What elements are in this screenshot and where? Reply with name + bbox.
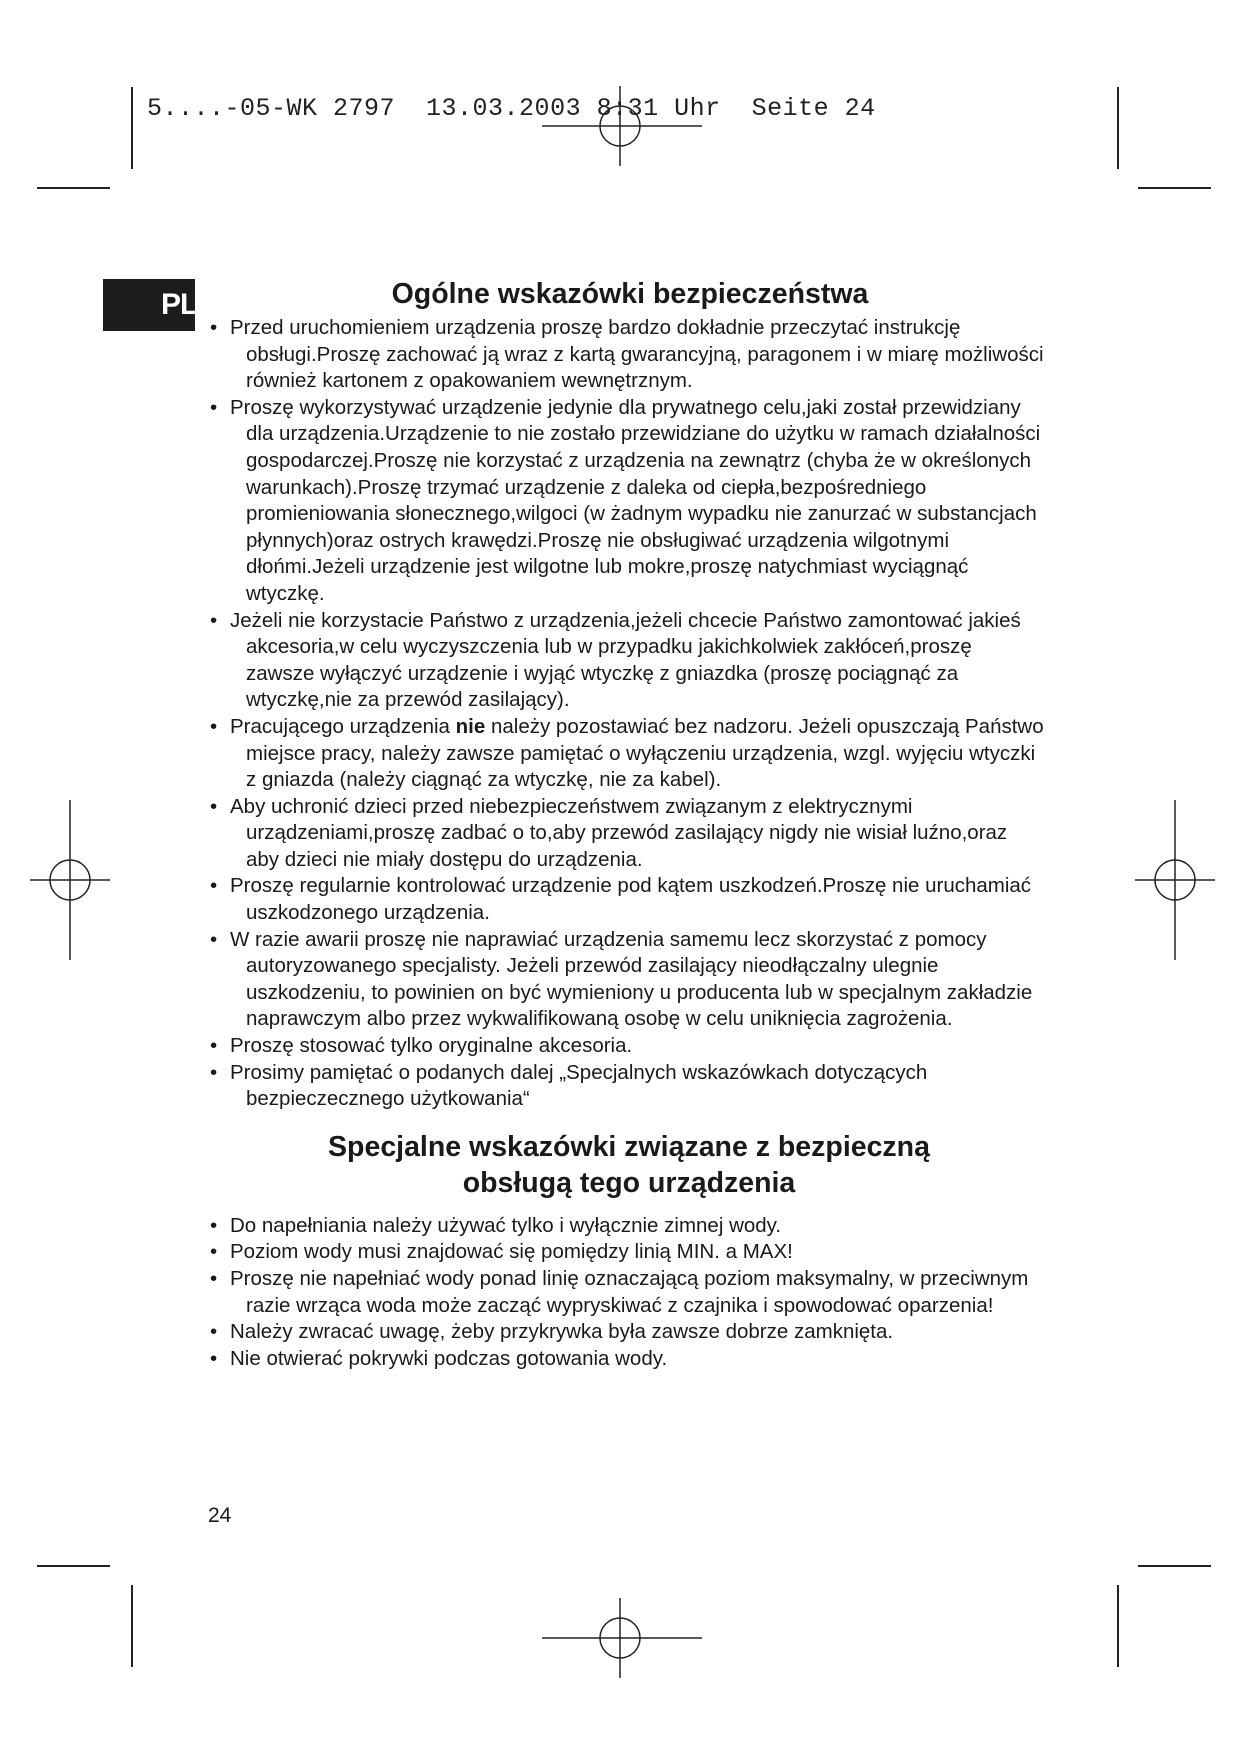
crop-mark-top-left-vertical [131,87,133,169]
language-tab: PL [103,279,195,331]
list-item: • Przed uruchomieniem urządzenia proszę bardzo dokładnie przeczytać instrukcję obsługi.Proszę zachować ją wraz z kartą gwarancyjną, paragonem i w miarę możliwości również kartonem z opakowaniem wewnętrznym. [210,316,1044,393]
bullet-icon: • [210,316,218,339]
main-content [205,276,1045,1372]
bullet-icon: • [210,1320,218,1344]
list-item: • Jeżeli nie korzystacie Państwo z urządzenia,jeżeli chcecie Państwo zamontować jakieś akcesoria,w celu wyczyszczenia lub w przypadku jakichkolwiek zakłóceń,proszę zawsze wyłączyć urządzenie i wyjąć wtyczkę z gniazdka (proszę pociągnąć za wtyczkę,nie za przewód zasilający). [210,608,1021,712]
list-item: • Nie otwierać pokrywki podczas gotowania wody. [205,1346,1045,1373]
emphasis-nie: nie [455,714,486,738]
crop-mark-top-right-horizontal [1138,187,1211,189]
crop-mark-bottom-right-horizontal [1138,1565,1211,1567]
print-slug-header: 5....-05-WK 2797 13.03.2003 8:31 Uhr Seite 24 [147,94,876,123]
bullet-icon: • [210,1346,218,1370]
bullet-icon: • [210,1060,218,1084]
bullet-icon: • [210,1213,218,1237]
list-item: • Do napełniania należy używać tylko i wyłącznie zimnej wody. [205,1213,1045,1240]
list-item: • W razie awarii proszę nie naprawiać urządzenia samemu lecz skorzystać z pomocy autoryzowanego specjalisty. Jeżeli przewód zasilający nieodłączalny ulegnie uszkodzeniu, to powinien on być wymieniony u producenta lub w specjalnym zakładzie naprawczym albo przez wykwalifikowaną osobę w celu uniknięcia zagrożenia. [210,927,1033,1031]
list-item: • Prosimy pamiętać o podanych dalej „Specjalnych wskazówkach dotyczących bezpieczecznego użytkowania“ [210,1060,928,1111]
bullet-icon: • [210,608,218,632]
list-item: • Należy zwracać uwagę, żeby przykrywka była zawsze dobrze zamknięta. [205,1319,1045,1346]
section1-list [205,315,1045,1113]
crop-mark-top-left-horizontal [37,187,110,189]
section1-title: Ogólne wskazówki bezpieczeństwa [391,278,869,310]
list-item: • Proszę wykorzystywać urządzenie jedynie dla prywatnego celu,jaki został przewidziany dla urządzenia.Urządzenie to nie zostało przewidziane do użytku w ramach działalności gospodarczej.Proszę nie korzystać z urządzenia na zewnątrz (chyba że w określonych warunkach).Proszę trzymać urządzenie z daleka od ciepła,bezpośredniego promieniowania słonecznego,wilgoci (w żadnym wypadku nie zanurzać w substancjach płynnych)oraz ostrych krawędzi.Proszę nie obsługiwać urządzenia wilgotnymi dłońmi.Jeżeli urządzenie jest wilgotne lub mokre,proszę natychmiast wyciągnąć wtyczkę. [210,395,1041,605]
list-item: • Aby uchronić dzieci przed niebezpieczeństwem związanym z elektrycznymi urządzeniami,proszę zadbać o to,aby przewód zasilający nigdy nie wisiał luźno,oraz aby dzieci nie miały dostępu do urządzenia. [210,794,1008,871]
crop-mark-bottom-right-vertical [1117,1585,1119,1667]
bullet-icon: • [210,794,218,818]
list-item: • Proszę nie napełniać wody ponad linię oznaczającą poziom maksymalny, w przeciwnym razie wrząca woda może zacząć wypryskiwać z czajnika i spowodować oparzenia! [210,1267,1029,1317]
bullet-icon: • [210,1267,218,1290]
registration-mark-left [30,800,110,960]
list-item: • Poziom wody musi znajdować się pomiędzy linią MIN. a MAX! [205,1239,1045,1266]
bullet-icon: • [210,874,218,898]
bullet-icon: • [210,1034,218,1058]
bullet-icon: • [210,714,218,738]
crop-mark-bottom-left-horizontal [37,1565,110,1567]
section2-title: Specjalne wskazówki związane z bezpieczną obsługą tego urządzenia [328,1130,930,1199]
crop-mark-top-right-vertical [1117,87,1119,169]
bullet-icon: • [210,395,218,419]
list-item: • Pracującego urządzenia nie należy pozostawiać bez nadzoru. Jeżeli opuszczają Państwo miejsce pracy, należy zawsze pamiętać o wyłączeniu urządzenia, wzgl. wyjęciu wtyczki z gniazda (należy ciągnąć za wtyczkę, nie za kabel). [210,714,1044,792]
page-number: 24 [208,1504,232,1527]
section2-list [205,1213,1045,1373]
registration-mark-right [1135,800,1215,960]
registration-mark-bottom [542,1598,702,1678]
list-item: • Proszę regularnie kontrolować urządzenie pod kątem uszkodzeń.Proszę nie uruchamiać uszkodzonego urządzenia. [210,874,1032,925]
bullet-icon: • [210,927,218,951]
bullet-icon: • [210,1240,218,1264]
list-item: • Proszę stosować tylko oryginalne akcesoria. [205,1033,1045,1060]
crop-mark-bottom-left-vertical [131,1585,133,1667]
